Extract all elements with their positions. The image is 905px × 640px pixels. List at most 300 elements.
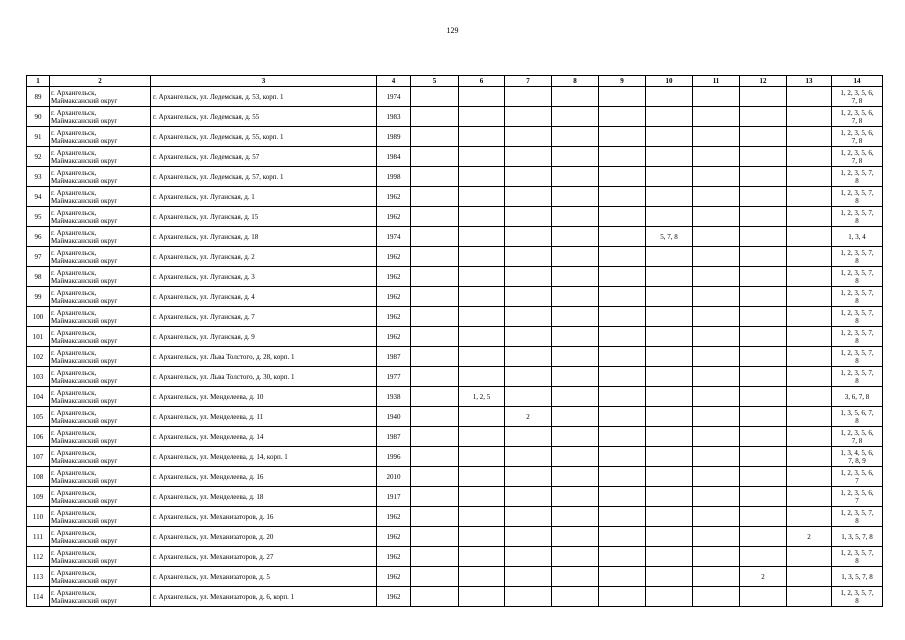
table-cell-col-12 <box>740 367 787 387</box>
table-cell-col-6 <box>459 527 505 547</box>
table-cell-col-4: 1989 <box>377 127 411 147</box>
table-cell-col-7 <box>505 327 552 347</box>
table-cell-col-7 <box>505 367 552 387</box>
table-cell-col-1: 104 <box>27 387 50 407</box>
table-cell-col-11 <box>693 387 740 407</box>
table-cell-col-14: 1, 2, 3, 5, 7, 8 <box>832 287 883 307</box>
table-cell-col-10 <box>646 547 693 567</box>
table-cell-col-1: 97 <box>27 247 50 267</box>
table-row <box>27 507 883 527</box>
table-cell-col-4: 1983 <box>377 107 411 127</box>
table-cell-col-8 <box>552 227 599 247</box>
table-cell-col-5 <box>411 407 459 427</box>
table-row <box>27 227 883 247</box>
table-cell-col-10 <box>646 167 693 187</box>
table-cell-col-8 <box>552 407 599 427</box>
table-cell-col-3: г. Архангельск, ул. Льва Толстого, д. 28, корп. 1 <box>151 347 377 367</box>
table-row <box>27 567 883 587</box>
table-cell-col-11 <box>693 87 740 107</box>
table-cell-col-8 <box>552 567 599 587</box>
table-cell-col-7 <box>505 307 552 327</box>
table-cell-col-12 <box>740 547 787 567</box>
table-cell-col-4: 1962 <box>377 327 411 347</box>
table-cell-col-14: 1, 2, 3, 5, 7, 8 <box>832 167 883 187</box>
table-cell-col-13 <box>787 287 832 307</box>
table-cell-col-8 <box>552 447 599 467</box>
table-cell-col-14: 1, 2, 3, 5, 7, 8 <box>832 547 883 567</box>
table-cell-col-5 <box>411 187 459 207</box>
table-cell-col-2: г. Архангельск, Маймаксанский округ <box>50 287 151 307</box>
table-cell-col-11 <box>693 187 740 207</box>
table-row <box>27 327 883 347</box>
table-cell-col-14: 1, 2, 3, 5, 7, 8 <box>832 327 883 347</box>
table-cell-col-4: 2010 <box>377 467 411 487</box>
table-cell-col-5 <box>411 307 459 327</box>
table-cell-col-3: г. Архангельск, ул. Менделеева, д. 11 <box>151 407 377 427</box>
table-cell-col-8 <box>552 327 599 347</box>
table-cell-col-1: 92 <box>27 147 50 167</box>
table-cell-col-10 <box>646 147 693 167</box>
table-cell-col-6 <box>459 327 505 347</box>
table-cell-col-12 <box>740 87 787 107</box>
table-cell-col-13 <box>787 347 832 367</box>
table-cell-col-5 <box>411 567 459 587</box>
table-cell-col-9 <box>599 527 646 547</box>
table-cell-col-6 <box>459 427 505 447</box>
table-cell-col-2: г. Архангельск, Маймаксанский округ <box>50 387 151 407</box>
table-cell-col-8 <box>552 467 599 487</box>
table-cell-col-6 <box>459 287 505 307</box>
table-cell-col-14: 1, 2, 3, 5, 7, 8 <box>832 507 883 527</box>
table-cell-col-4: 1974 <box>377 227 411 247</box>
table-cell-col-8 <box>552 387 599 407</box>
table-cell-col-7 <box>505 447 552 467</box>
table-cell-col-7 <box>505 127 552 147</box>
table-cell-col-3: г. Архангельск, ул. Луганская, д. 4 <box>151 287 377 307</box>
table-cell-col-7: 2 <box>505 407 552 427</box>
table-cell-col-6 <box>459 487 505 507</box>
column-header-9: 9 <box>599 76 646 87</box>
table-cell-col-8 <box>552 507 599 527</box>
table-cell-col-6: 1, 2, 5 <box>459 387 505 407</box>
table-cell-col-4: 1962 <box>377 307 411 327</box>
table-cell-col-5 <box>411 587 459 607</box>
table-cell-col-14: 1, 2, 3, 5, 6, 7 <box>832 487 883 507</box>
table-cell-col-9 <box>599 227 646 247</box>
table-cell-col-1: 91 <box>27 127 50 147</box>
table-cell-col-6 <box>459 367 505 387</box>
table-cell-col-10 <box>646 527 693 547</box>
table-cell-col-1: 102 <box>27 347 50 367</box>
table-cell-col-5 <box>411 547 459 567</box>
table-cell-col-14: 1, 2, 3, 5, 6, 7, 8 <box>832 147 883 167</box>
table-header-row <box>27 76 883 87</box>
table-cell-col-9 <box>599 127 646 147</box>
table-cell-col-8 <box>552 127 599 147</box>
table-cell-col-9 <box>599 147 646 167</box>
table-cell-col-10 <box>646 287 693 307</box>
table-cell-col-12 <box>740 487 787 507</box>
table-cell-col-12 <box>740 227 787 247</box>
table-cell-col-11 <box>693 347 740 367</box>
table-cell-col-14: 1, 2, 3, 5, 6, 7, 8 <box>832 87 883 107</box>
table-cell-col-10 <box>646 187 693 207</box>
table-cell-col-3: г. Архангельск, ул. Механизаторов, д. 6, корп. 1 <box>151 587 377 607</box>
table-cell-col-12 <box>740 527 787 547</box>
table-cell-col-5 <box>411 287 459 307</box>
table-cell-col-11 <box>693 487 740 507</box>
table-cell-col-3: г. Архангельск, ул. Луганская, д. 18 <box>151 227 377 247</box>
table-cell-col-2: г. Архангельск, Маймаксанский округ <box>50 587 151 607</box>
table-cell-col-13: 2 <box>787 527 832 547</box>
table-cell-col-8 <box>552 147 599 167</box>
table-cell-col-2: г. Архангельск, Маймаксанский округ <box>50 307 151 327</box>
table-cell-col-7 <box>505 207 552 227</box>
table-cell-col-14: 3, 6, 7, 8 <box>832 387 883 407</box>
table-cell-col-3: г. Архангельск, ул. Ледемская, д. 57 <box>151 147 377 167</box>
table-cell-col-11 <box>693 207 740 227</box>
table-cell-col-4: 1917 <box>377 487 411 507</box>
table-cell-col-7 <box>505 87 552 107</box>
column-header-2: 2 <box>50 76 151 87</box>
table-cell-col-4: 1996 <box>377 447 411 467</box>
table-cell-col-5 <box>411 247 459 267</box>
column-header-14: 14 <box>832 76 883 87</box>
table-cell-col-2: г. Архангельск, Маймаксанский округ <box>50 87 151 107</box>
table-cell-col-9 <box>599 207 646 227</box>
table-cell-col-1: 96 <box>27 227 50 247</box>
table-cell-col-9 <box>599 487 646 507</box>
table-row <box>27 87 883 107</box>
table-cell-col-1: 98 <box>27 267 50 287</box>
table-row <box>27 447 883 467</box>
table-cell-col-1: 90 <box>27 107 50 127</box>
table-cell-col-3: г. Архангельск, ул. Луганская, д. 2 <box>151 247 377 267</box>
table-cell-col-3: г. Архангельск, ул. Механизаторов, д. 27 <box>151 547 377 567</box>
table-cell-col-10 <box>646 467 693 487</box>
table-cell-col-7 <box>505 547 552 567</box>
table-cell-col-9 <box>599 547 646 567</box>
table-cell-col-14: 1, 2, 3, 5, 7, 8 <box>832 207 883 227</box>
table-cell-col-8 <box>552 427 599 447</box>
table-cell-col-5 <box>411 467 459 487</box>
table-cell-col-8 <box>552 527 599 547</box>
table-cell-col-1: 101 <box>27 327 50 347</box>
table-cell-col-12 <box>740 167 787 187</box>
table-cell-col-10 <box>646 327 693 347</box>
table-cell-col-1: 93 <box>27 167 50 187</box>
page-number: 129 <box>446 26 459 35</box>
table-cell-col-5 <box>411 127 459 147</box>
table-cell-col-2: г. Архангельск, Маймаксанский округ <box>50 207 151 227</box>
table-cell-col-4: 1977 <box>377 367 411 387</box>
table-cell-col-7 <box>505 227 552 247</box>
column-header-5: 5 <box>411 76 459 87</box>
table-cell-col-13 <box>787 487 832 507</box>
table-cell-col-11 <box>693 427 740 447</box>
table-cell-col-14: 1, 2, 3, 5, 6, 7 <box>832 467 883 487</box>
table-cell-col-12 <box>740 507 787 527</box>
table-cell-col-13 <box>787 227 832 247</box>
table-cell-col-9 <box>599 187 646 207</box>
table-cell-col-10 <box>646 487 693 507</box>
table-cell-col-9 <box>599 167 646 187</box>
table-cell-col-6 <box>459 347 505 367</box>
table-cell-col-5 <box>411 327 459 347</box>
table-cell-col-1: 106 <box>27 427 50 447</box>
table-cell-col-1: 112 <box>27 547 50 567</box>
column-header-12: 12 <box>740 76 787 87</box>
table-row <box>27 367 883 387</box>
table-cell-col-3: г. Архангельск, ул. Луганская, д. 15 <box>151 207 377 227</box>
table-row <box>27 347 883 367</box>
table-cell-col-1: 99 <box>27 287 50 307</box>
table-cell-col-3: г. Архангельск, ул. Ледемская, д. 53, корп. 1 <box>151 87 377 107</box>
table-cell-col-9 <box>599 267 646 287</box>
table-cell-col-2: г. Архангельск, Маймаксанский округ <box>50 427 151 447</box>
table-cell-col-3: г. Архангельск, ул. Луганская, д. 9 <box>151 327 377 347</box>
table-cell-col-6 <box>459 167 505 187</box>
table-cell-col-14: 1, 2, 3, 5, 7, 8 <box>832 367 883 387</box>
table-cell-col-1: 110 <box>27 507 50 527</box>
table-cell-col-7 <box>505 387 552 407</box>
table-cell-col-1: 95 <box>27 207 50 227</box>
table-cell-col-4: 1962 <box>377 207 411 227</box>
table-cell-col-11 <box>693 267 740 287</box>
table-cell-col-11 <box>693 167 740 187</box>
column-header-3: 3 <box>151 76 377 87</box>
table-cell-col-6 <box>459 247 505 267</box>
table-cell-col-1: 103 <box>27 367 50 387</box>
table-cell-col-10 <box>646 107 693 127</box>
table-cell-col-12 <box>740 267 787 287</box>
table-cell-col-4: 1962 <box>377 567 411 587</box>
table-cell-col-12 <box>740 347 787 367</box>
table-cell-col-6 <box>459 407 505 427</box>
table-cell-col-6 <box>459 187 505 207</box>
table-cell-col-5 <box>411 87 459 107</box>
table-cell-col-14: 1, 2, 3, 5, 7, 8 <box>832 347 883 367</box>
table-cell-col-2: г. Архангельск, Маймаксанский округ <box>50 327 151 347</box>
table-cell-col-1: 109 <box>27 487 50 507</box>
table-cell-col-13 <box>787 547 832 567</box>
table-cell-col-13 <box>787 427 832 447</box>
column-header-7: 7 <box>505 76 552 87</box>
table-cell-col-13 <box>787 87 832 107</box>
table-cell-col-10 <box>646 247 693 267</box>
table-cell-col-11 <box>693 287 740 307</box>
table-row <box>27 427 883 447</box>
table-cell-col-9 <box>599 107 646 127</box>
table-cell-col-12 <box>740 387 787 407</box>
table-row <box>27 487 883 507</box>
table-cell-col-11 <box>693 107 740 127</box>
table-row <box>27 467 883 487</box>
table-cell-col-6 <box>459 207 505 227</box>
table-cell-col-8 <box>552 207 599 227</box>
column-header-6: 6 <box>459 76 505 87</box>
table-cell-col-6 <box>459 107 505 127</box>
table-cell-col-12 <box>740 127 787 147</box>
table-cell-col-7 <box>505 487 552 507</box>
table-cell-col-1: 89 <box>27 87 50 107</box>
table-cell-col-14: 1, 2, 3, 5, 6, 7, 8 <box>832 107 883 127</box>
table-cell-col-14: 1, 2, 3, 5, 6, 7, 8 <box>832 427 883 447</box>
table-cell-col-13 <box>787 387 832 407</box>
table-cell-col-12 <box>740 327 787 347</box>
table-cell-col-11 <box>693 327 740 347</box>
column-header-4: 4 <box>377 76 411 87</box>
table-cell-col-2: г. Архангельск, Маймаксанский округ <box>50 147 151 167</box>
table-cell-col-4: 1962 <box>377 547 411 567</box>
table-row <box>27 187 883 207</box>
table-row <box>27 107 883 127</box>
table-cell-col-9 <box>599 287 646 307</box>
table-cell-col-12 <box>740 307 787 327</box>
table-cell-col-5 <box>411 427 459 447</box>
table-cell-col-2: г. Архангельск, Маймаксанский округ <box>50 127 151 147</box>
table-cell-col-10 <box>646 407 693 427</box>
table-cell-col-5 <box>411 347 459 367</box>
table-cell-col-11 <box>693 547 740 567</box>
table-cell-col-14: 1, 3, 4, 5, 6, 7, 8, 9 <box>832 447 883 467</box>
table-cell-col-4: 1987 <box>377 427 411 447</box>
table-row <box>27 307 883 327</box>
table-cell-col-9 <box>599 407 646 427</box>
table-cell-col-4: 1984 <box>377 147 411 167</box>
table-cell-col-1: 94 <box>27 187 50 207</box>
table-cell-col-1: 107 <box>27 447 50 467</box>
table-cell-col-4: 1962 <box>377 527 411 547</box>
column-header-10: 10 <box>646 76 693 87</box>
table-row <box>27 127 883 147</box>
column-header-11: 11 <box>693 76 740 87</box>
table-cell-col-11 <box>693 507 740 527</box>
table-cell-col-4: 1962 <box>377 587 411 607</box>
table-cell-col-4: 1974 <box>377 87 411 107</box>
table-cell-col-10 <box>646 567 693 587</box>
table-cell-col-10: 5, 7, 8 <box>646 227 693 247</box>
table-cell-col-5 <box>411 507 459 527</box>
table-cell-col-6 <box>459 547 505 567</box>
table-cell-col-11 <box>693 227 740 247</box>
table-cell-col-13 <box>787 187 832 207</box>
table-cell-col-5 <box>411 107 459 127</box>
table-cell-col-2: г. Архангельск, Маймаксанский округ <box>50 547 151 567</box>
table-cell-col-6 <box>459 587 505 607</box>
table-row <box>27 167 883 187</box>
table-body <box>27 87 883 607</box>
table-cell-col-9 <box>599 427 646 447</box>
table-cell-col-10 <box>646 587 693 607</box>
table-cell-col-8 <box>552 287 599 307</box>
table-cell-col-10 <box>646 387 693 407</box>
table-cell-col-5 <box>411 267 459 287</box>
table-cell-col-11 <box>693 527 740 547</box>
table-cell-col-5 <box>411 487 459 507</box>
table-row <box>27 267 883 287</box>
column-header-8: 8 <box>552 76 599 87</box>
table-cell-col-3: г. Архангельск, ул. Менделеева, д. 14 <box>151 427 377 447</box>
table-cell-col-3: г. Архангельск, ул. Ледемская, д. 55, корп. 1 <box>151 127 377 147</box>
table-cell-col-10 <box>646 87 693 107</box>
table-cell-col-13 <box>787 567 832 587</box>
table-cell-col-10 <box>646 347 693 367</box>
table-cell-col-3: г. Архангельск, ул. Луганская, д. 1 <box>151 187 377 207</box>
table-cell-col-7 <box>505 267 552 287</box>
table-cell-col-2: г. Архангельск, Маймаксанский округ <box>50 167 151 187</box>
table-cell-col-7 <box>505 467 552 487</box>
table-cell-col-5 <box>411 167 459 187</box>
table-cell-col-8 <box>552 107 599 127</box>
table-cell-col-13 <box>787 207 832 227</box>
table-cell-col-9 <box>599 327 646 347</box>
table-cell-col-14: 1, 2, 3, 5, 7, 8 <box>832 187 883 207</box>
table-cell-col-4: 1962 <box>377 247 411 267</box>
table-row <box>27 547 883 567</box>
table-row <box>27 587 883 607</box>
table-cell-col-13 <box>787 587 832 607</box>
table-row <box>27 247 883 267</box>
table-cell-col-9 <box>599 367 646 387</box>
table-cell-col-6 <box>459 127 505 147</box>
table-cell-col-3: г. Архангельск, ул. Менделеева, д. 10 <box>151 387 377 407</box>
table-cell-col-2: г. Архангельск, Маймаксанский округ <box>50 407 151 427</box>
table-cell-col-12 <box>740 287 787 307</box>
table-cell-col-7 <box>505 247 552 267</box>
table-row <box>27 407 883 427</box>
table-cell-col-9 <box>599 247 646 267</box>
table-cell-col-4: 1962 <box>377 187 411 207</box>
table-cell-col-11 <box>693 247 740 267</box>
table-cell-col-7 <box>505 587 552 607</box>
table-cell-col-13 <box>787 327 832 347</box>
table-cell-col-3: г. Архангельск, ул. Механизаторов, д. 20 <box>151 527 377 547</box>
table-cell-col-13 <box>787 407 832 427</box>
table-cell-col-2: г. Архангельск, Маймаксанский округ <box>50 507 151 527</box>
table-cell-col-10 <box>646 367 693 387</box>
table-cell-col-7 <box>505 567 552 587</box>
table-cell-col-5 <box>411 387 459 407</box>
table-cell-col-5 <box>411 447 459 467</box>
table-cell-col-2: г. Архангельск, Маймаксанский округ <box>50 527 151 547</box>
table-cell-col-3: г. Архангельск, ул. Механизаторов, д. 5 <box>151 567 377 587</box>
table-cell-col-7 <box>505 167 552 187</box>
table-cell-col-14: 1, 3, 4 <box>832 227 883 247</box>
table-cell-col-6 <box>459 467 505 487</box>
table-cell-col-8 <box>552 367 599 387</box>
table-cell-col-12 <box>740 107 787 127</box>
table-cell-col-9 <box>599 587 646 607</box>
table-cell-col-4: 1962 <box>377 287 411 307</box>
table-cell-col-3: г. Архангельск, ул. Ледемская, д. 57, корп. 1 <box>151 167 377 187</box>
table-cell-col-12 <box>740 587 787 607</box>
table-cell-col-12 <box>740 407 787 427</box>
table-cell-col-13 <box>787 307 832 327</box>
table-cell-col-13 <box>787 447 832 467</box>
table-cell-col-9 <box>599 467 646 487</box>
table-cell-col-10 <box>646 507 693 527</box>
table-row <box>27 527 883 547</box>
table-cell-col-14: 1, 2, 3, 5, 7, 8 <box>832 267 883 287</box>
table-cell-col-4: 1962 <box>377 267 411 287</box>
table-cell-col-10 <box>646 447 693 467</box>
table-cell-col-3: г. Архангельск, ул. Менделеева, д. 16 <box>151 467 377 487</box>
table-cell-col-13 <box>787 107 832 127</box>
table-cell-col-5 <box>411 147 459 167</box>
table-cell-col-2: г. Архангельск, Маймаксанский округ <box>50 187 151 207</box>
table-cell-col-1: 105 <box>27 407 50 427</box>
